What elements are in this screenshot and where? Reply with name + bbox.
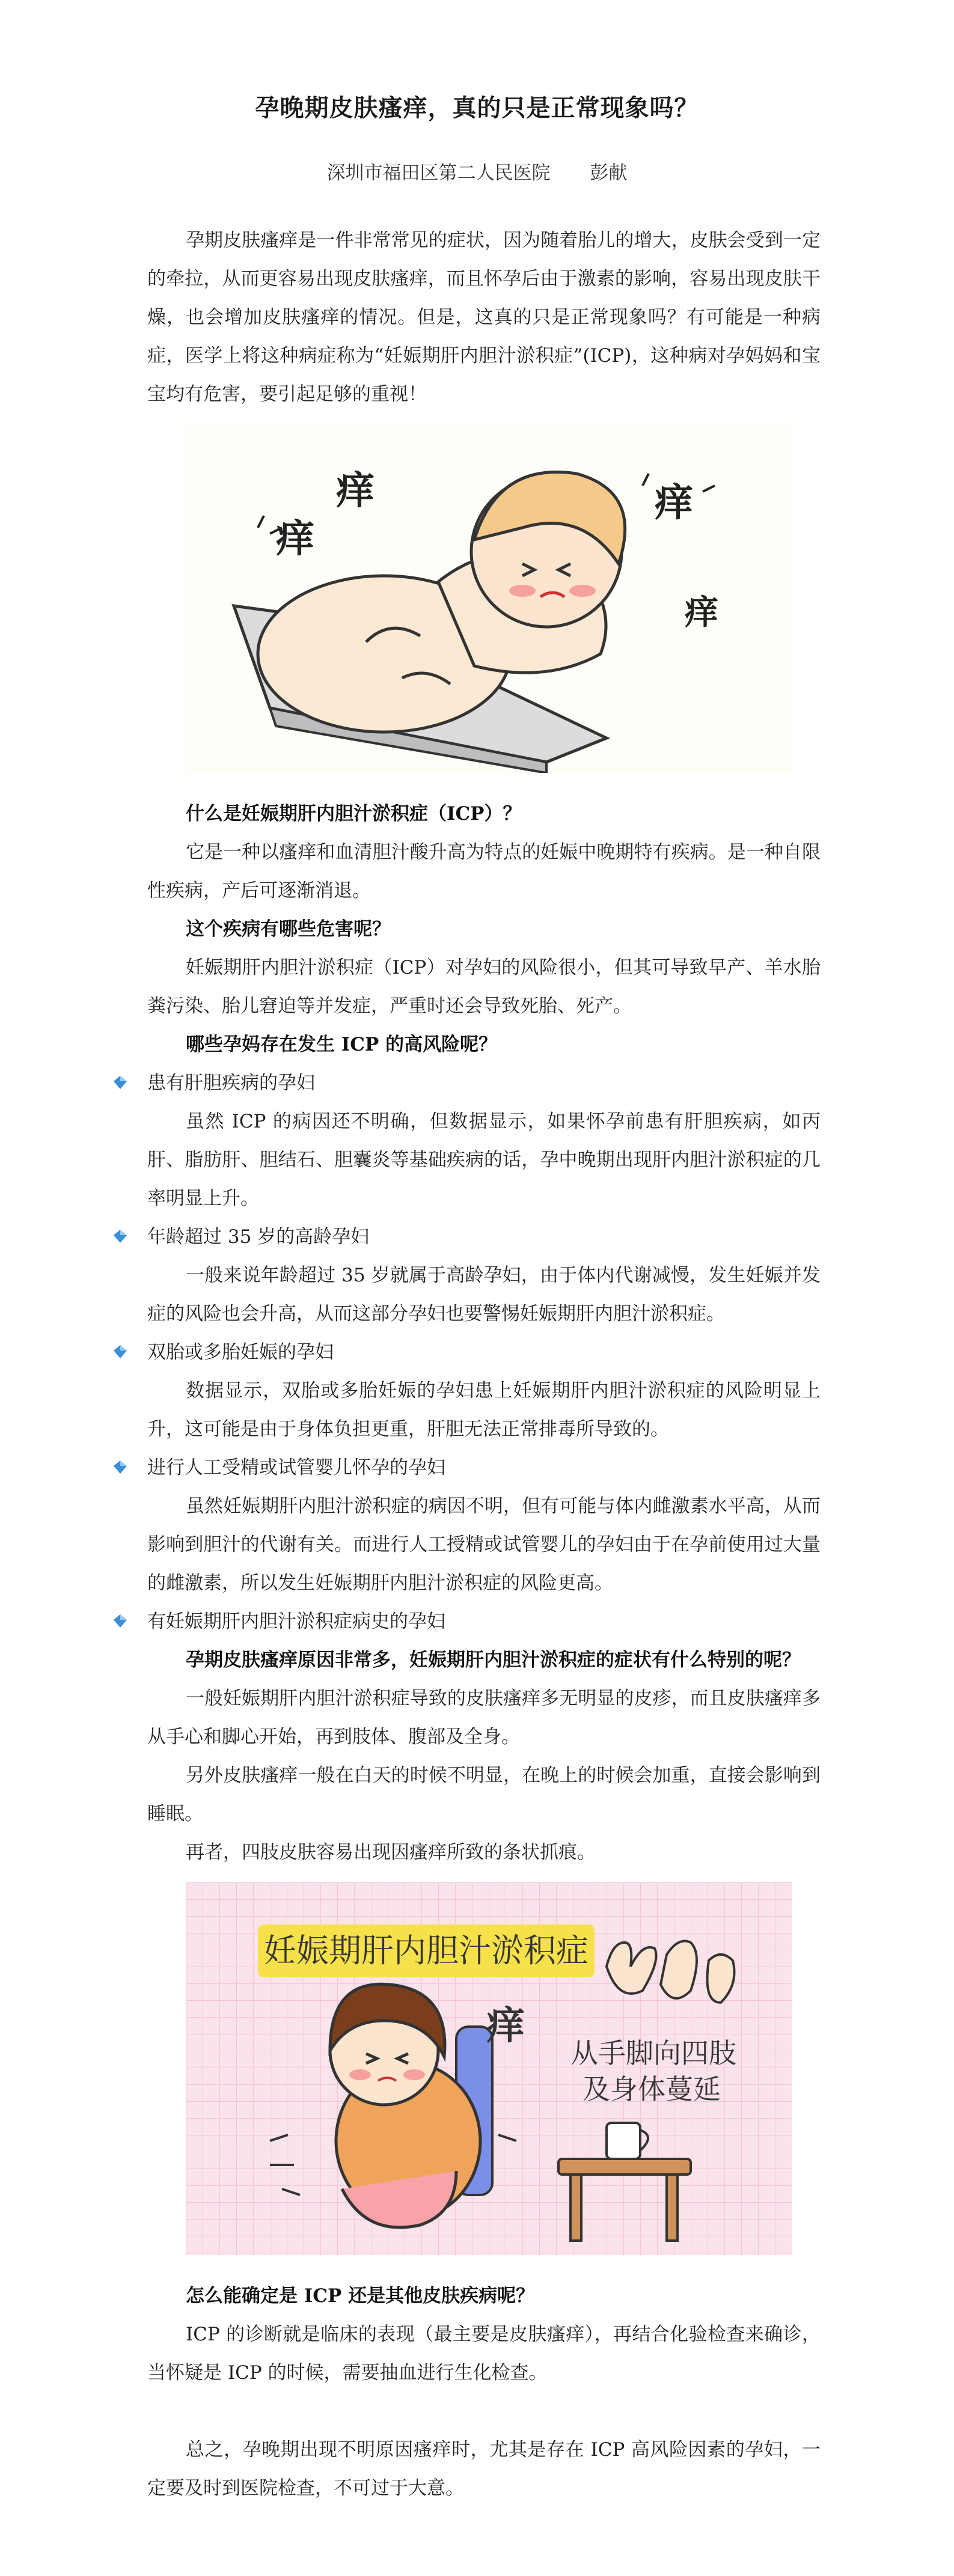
image2-caption-line2: 及身体蔓延 [582, 2073, 721, 2105]
section4-paragraph-1: 一般妊娠期肝内胆汁淤积症导致的皮肤瘙痒多无明显的皮疹，而且皮肤瘙痒多从手心和脚心开始，再到肢体、腹部及全身。 [147, 1688, 821, 1748]
section5-body: ICP 的诊断就是临床的表现（最主要是皮肤瘙痒），再结合化验检查来确诊，当怀疑是 ICP 的时候，需要抽血进行生化检查。 [147, 2324, 821, 2384]
section2-body: 妊娠期肝内胆汁淤积症（ICP）对孕妇的风险很小，但其可导致早产、羊水胎粪污染、胎儿窘迫等并发症，严重时还会导致死胎、死产。 [147, 957, 821, 1017]
section1-body: 它是一种以瘙痒和血清胆汁酸升高为特点的妊娠中晚期特有疾病。是一种自限性疾病，产后可逐渐消退。 [147, 841, 821, 902]
risk-item-3 [147, 1333, 821, 1372]
diamond-bullet-icon [112, 1613, 128, 1629]
risk-item-label: 双胎或多胎妊娠的孕妇 [147, 1341, 334, 1363]
author-line [0, 157, 954, 185]
itch-char-3: 痒 [655, 480, 693, 525]
risk-item-label: 年龄超过 35 岁的高龄孕妇 [147, 1226, 370, 1248]
image2-caption-line1: 从手脚向四肢 [570, 2037, 736, 2069]
section4-paragraph-2: 另外皮肤瘙痒一般在白天的时候不明显，在晚上的时候会加重，直接会影响到睡眠。 [147, 1765, 821, 1825]
article-title: 孕晚期皮肤瘙痒，真的只是正常现象吗？ [255, 94, 699, 122]
risk-item-1 [147, 1064, 821, 1102]
section1-heading: 什么是妊娠期肝内胆汁淤积症（ICP）？ [186, 803, 522, 825]
diamond-bullet-icon [112, 1075, 128, 1090]
icp-cartoon-image [186, 1882, 792, 2255]
itchy-pregnant-illustration [186, 426, 821, 786]
diamond-bullet-icon [112, 1459, 128, 1475]
itch-char-2: 痒 [336, 468, 375, 513]
image2-itch-char: 痒 [486, 2003, 525, 2048]
risk-item-body: 虽然妊娠期肝内胆汁淤积症的病因不明，但有可能与体内雌激素水平高，从而影响到胆汁的代谢有关。而进行人工授精或试管婴儿的孕妇由于在孕前使用过大量的雌激素，所以发生妊娠期肝内胆汁淤积症的风险更高。 [147, 1495, 821, 1594]
section2-heading: 这个疾病有哪些危害呢？ [186, 918, 391, 940]
itch-char-1: 痒 [276, 516, 314, 561]
intro-paragraph: 孕期皮肤瘙痒是一件非常常见的症状，因为随着胎儿的增大，皮肤会受到一定的牵拉，从而更容易出现皮肤瘙痒，而且怀孕后由于激素的影响，容易出现皮肤干燥，也会增加皮肤瘙痒的情况。但是，这真的只是正常现象吗？有可能是一种病症，医学上将这种病症称为“妊娠期肝内胆汁淤积症”(ICP)，这种病对孕妈妈和宝宝均有危害，要引起足够的重视！ [147, 230, 821, 405]
risk-item-body: 数据显示，双胎或多胎妊娠的孕妇患上妊娠期肝内胆汁淤积症的风险明显上升，这可能是由于身体负担更重，肝胆无法正常排毒所导致的。 [147, 1380, 821, 1440]
itch-char-4: 痒 [685, 593, 718, 632]
article-body [147, 221, 821, 2507]
risk-item-label: 患有肝胆疾病的孕妇 [147, 1072, 315, 1094]
image2-banner-text: 妊娠期肝内胆汁淤积症 [264, 1932, 589, 1970]
risk-item-5 [147, 1602, 821, 1641]
sleeping-pregnant-woman-image [186, 426, 792, 773]
diamond-bullet-icon [112, 1228, 128, 1244]
spacer [147, 2392, 821, 2431]
hospital-name: 深圳市福田区第二人民医院 [326, 162, 551, 184]
risk-item-4 [147, 1448, 821, 1487]
risk-item-label: 进行人工受精或试管婴儿怀孕的孕妇 [147, 1457, 445, 1479]
section3-heading: 哪些孕妈存在发生 ICP 的高风险呢？ [186, 1034, 498, 1055]
risk-item-label: 有妊娠期肝内胆汁淤积症病史的孕妇 [147, 1611, 445, 1632]
section4-paragraph-3: 再者，四肢皮肤容易出现因瘙痒所致的条状抓痕。 [186, 1842, 596, 1863]
author-name: 彭献 [590, 162, 628, 184]
icp-illustration [186, 1882, 821, 2268]
risk-item-body: 一般来说年龄超过 35 岁就属于高龄孕妇，由于体内代谢减慢，发生妊娠并发症的风险也会升高，从而这部分孕妇也要警惕妊娠期肝内胆汁淤积症。 [147, 1265, 821, 1325]
section5-heading: 怎么能确定是 ICP 还是其他皮肤疾病呢？ [186, 2285, 535, 2307]
section4-heading: 孕期皮肤瘙痒原因非常多，妊娠期肝内胆汁淤积症的症状有什么特别的呢？ [186, 1649, 801, 1671]
risk-item-body: 虽然 ICP 的病因还不明确，但数据显示，如果怀孕前患有肝胆疾病，如丙肝、脂肪肝、胆结石、胆囊炎等基础疾病的话，孕中晚期出现肝内胆汁淤积症的几率明显上升。 [147, 1111, 821, 1209]
risk-item-2 [147, 1218, 821, 1256]
conclusion-paragraph: 总之，孕晚期出现不明原因瘙痒时，尤其是存在 ICP 高风险因素的孕妇，一定要及时到医院检查，不可过于大意。 [147, 2439, 821, 2499]
diamond-bullet-icon [112, 1344, 128, 1360]
